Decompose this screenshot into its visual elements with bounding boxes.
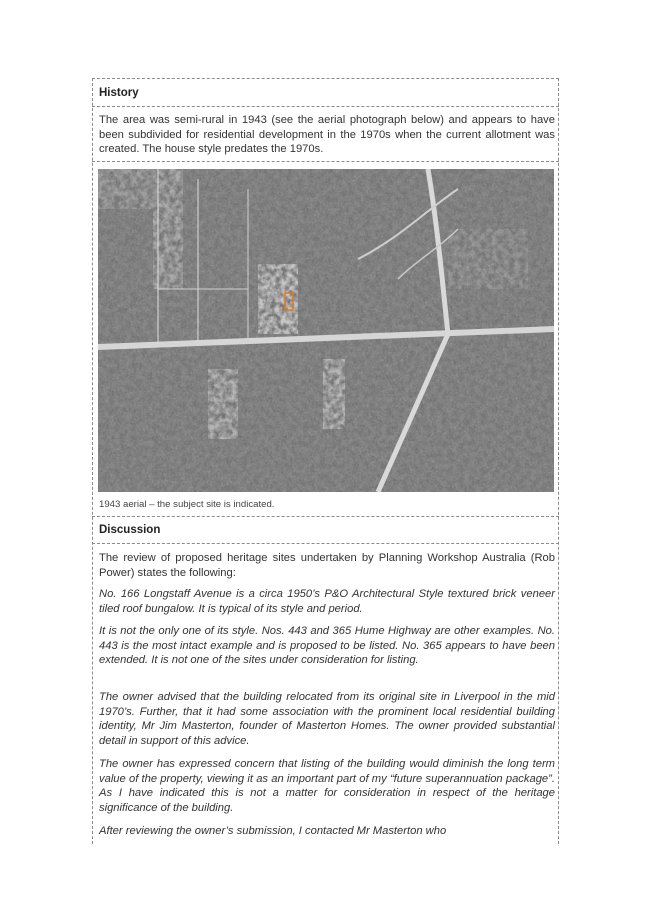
history-divider — [92, 106, 559, 107]
aerial-photograph — [98, 169, 554, 492]
table-border-top — [92, 78, 559, 79]
quote-paragraph-3: The owner advised that the building relocated from its original site in Liverpool in the mid 1970’s. Further, that it had some association with the prominent local residential building identity, Mr Jim Masterton, founder of Masterton Homes. The owner provided substantial detail in support of this advice. — [99, 691, 555, 747]
discussion-intro: The review of proposed heritage sites undertaken by Planning Workshop Australia (Rob Power) states the following: — [99, 552, 555, 579]
quote-paragraph-4: The owner has expressed concern that listing of the building would diminish the long term value of the property, viewing it as an important part of my “future superannuation package”. As I have indicated this is not a matter for consideration in respect of the heritage significance of the building. — [99, 758, 555, 814]
aerial-photograph-image — [98, 169, 554, 492]
photo-caption: 1943 aerial – the subject site is indicated. — [99, 499, 275, 510]
quote-paragraph-1: No. 166 Longstaff Avenue is a circa 1950’s P&O Architectural Style textured brick veneer tiled roof bungalow. It is typical of its style and period. — [99, 588, 555, 615]
discussion-divider — [92, 543, 559, 544]
caption-divider — [92, 516, 559, 517]
discussion-heading: Discussion — [99, 524, 161, 536]
quote-paragraph-5: After reviewing the owner’s submission, I contacted Mr Masterton who — [99, 825, 447, 837]
history-heading: History — [99, 87, 139, 99]
history-text: The area was semi-rural in 1943 (see the aerial photograph below) and appears to have been subdivided for residential development in the 1970s when the current allotment was created. The house style predates the 1970s. — [99, 114, 555, 156]
quote-paragraph-2: It is not the only one of its style. Nos. 443 and 365 Hume Highway are other examples. No. 443 is the most intact example and is proposed to be listed. No. 365 appears to have been extended. It is not one of the sites under consideration for listing. — [99, 625, 555, 667]
history-text-divider — [92, 161, 559, 162]
